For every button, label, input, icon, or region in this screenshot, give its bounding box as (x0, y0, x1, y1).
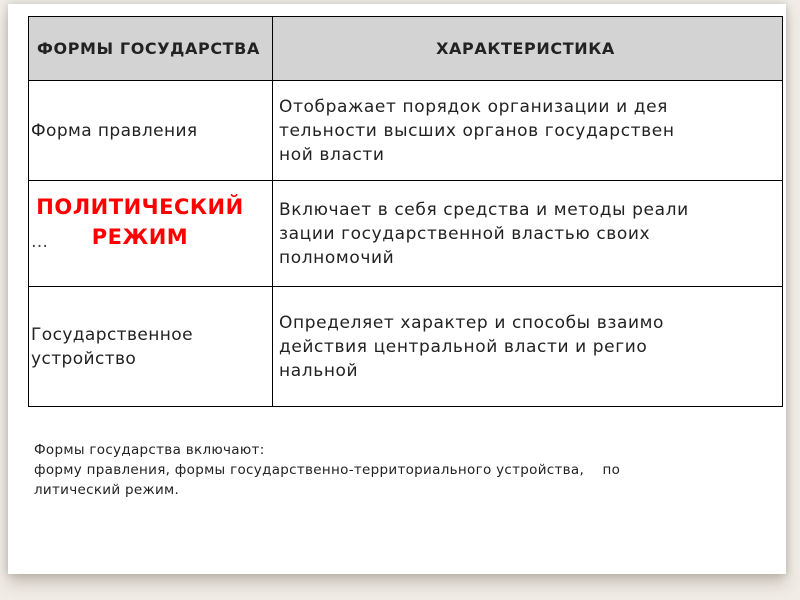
row-1-desc-line: тельности высших органов государствен (279, 120, 675, 141)
note-line: Формы государства включают: (34, 442, 265, 458)
row-3-desc-line: нальной (279, 360, 359, 381)
row-3-form-line: Государственное (31, 324, 193, 345)
row-3-form-line: устройство (31, 348, 137, 369)
table-header-row (29, 17, 783, 81)
summary-note (34, 440, 774, 500)
note-line: форму правления, формы государственно-территориального устройства, по (34, 462, 621, 478)
row-1-form: Форма правления (29, 81, 273, 181)
header-forms: ФОРМЫ ГОСУДАРСТВА (29, 17, 273, 81)
header-characteristic: ХАРАКТЕРИСТИКА (273, 17, 783, 81)
row-2-desc-line: Включает в себя средства и методы реали (279, 199, 689, 220)
row-3-form (29, 287, 273, 407)
row-1-desc (273, 81, 783, 181)
row-2-desc-line: зации государственной властью своих (279, 223, 651, 244)
table-row (29, 287, 783, 407)
row-1-desc-line: ной власти (279, 144, 385, 165)
answer-overlay (8, 192, 272, 252)
row-3-desc (273, 287, 783, 407)
row-2-placeholder: … (31, 231, 49, 252)
row-1-desc-line: Отображает порядок организации и дея (279, 96, 668, 117)
row-2-desc (273, 181, 783, 287)
note-line: литический режим. (34, 482, 180, 498)
slide (8, 4, 786, 574)
row-3-desc-line: действия центральной власти и регио (279, 336, 648, 357)
row-3-desc-line: Определяет характер и способы взаимо (279, 312, 665, 333)
row-2-desc-line: полномочий (279, 247, 395, 268)
table-row (29, 81, 783, 181)
overlay-line: РЕЖИМ (91, 225, 189, 249)
overlay-line: ПОЛИТИЧЕСКИЙ (36, 195, 244, 219)
